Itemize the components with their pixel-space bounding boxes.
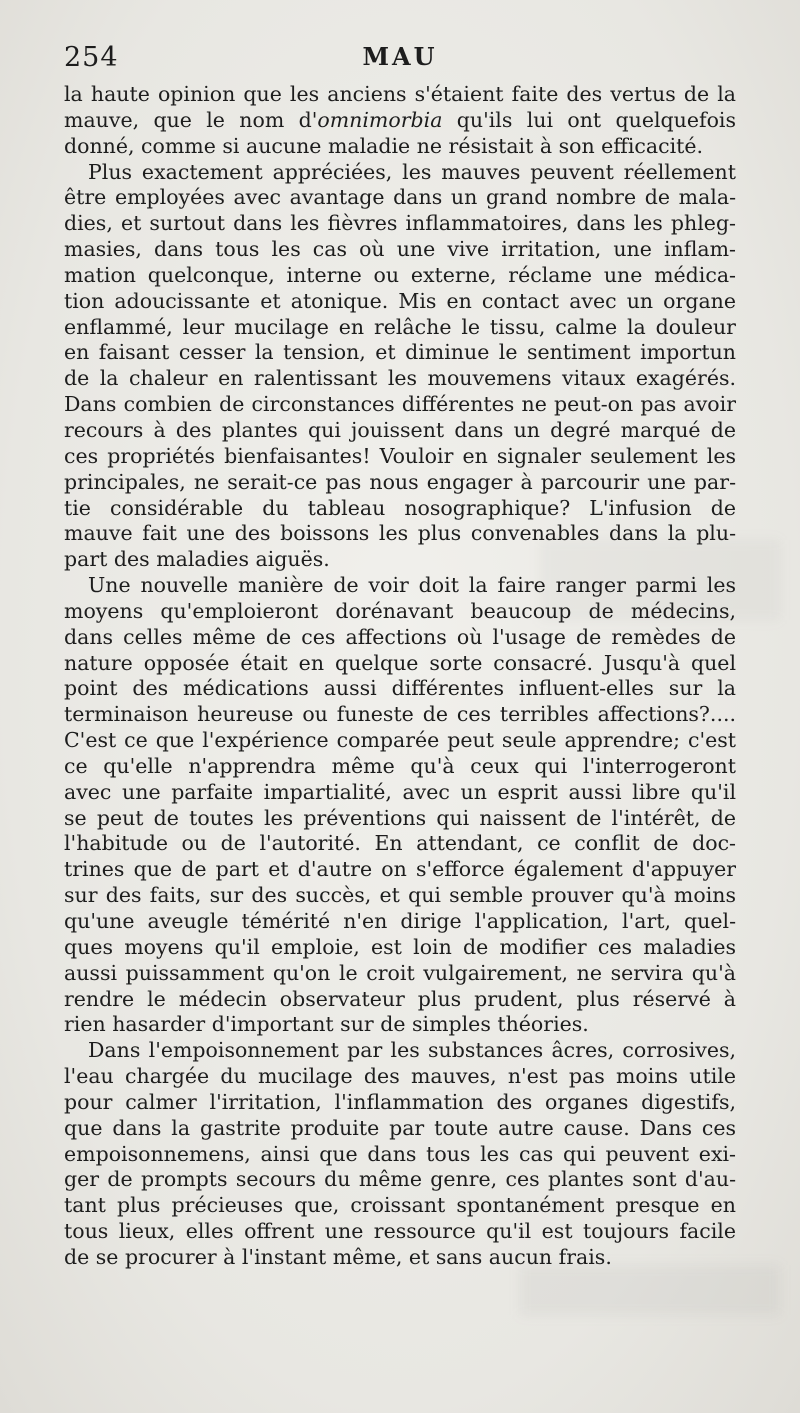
- text-line: ques moyens qu'il emploie, est loin de modifier ces maladies: [64, 934, 736, 959]
- text-line: sur des faits, sur des succès, et qui semble prouver qu'à moins: [64, 883, 736, 908]
- page-header: [64, 42, 736, 82]
- text-line: empoisonnemens, ainsi que dans tous les cas qui peuvent exi-: [64, 1141, 736, 1166]
- text-line: rendre le médecin observateur plus prudent, plus réservé à: [64, 986, 736, 1011]
- body-text: [64, 82, 736, 1271]
- text-line: ger de prompts secours du même genre, ces plantes sont d'au-: [64, 1167, 736, 1192]
- text-line: terminaison heureuse ou funeste de ces terribles affections?....: [64, 702, 736, 727]
- text-line: tie considérable du tableau nosographique? L'infusion de: [64, 495, 736, 520]
- text-line: trines que de part et d'autre on s'efforce également d'appuyer: [64, 857, 736, 882]
- text-line: nature opposée était en quelque sorte consacré. Jusqu'à quel: [64, 650, 736, 675]
- show-through-shadow-bottom: [520, 1265, 780, 1315]
- text-line: avec une parfaite impartialité, avec un esprit aussi libre qu'il: [64, 779, 736, 804]
- page-number: 254: [64, 42, 119, 73]
- text-line: ces propriétés bienfaisantes! Vouloir en signaler seulement les: [64, 443, 736, 468]
- text-line: de la chaleur en ralentissant les mouvemens vitaux exagérés.: [64, 366, 736, 391]
- running-head: MAU: [362, 42, 438, 71]
- text-line: mauve, que le nom d'omnimorbia qu'ils lui ont quelquefois: [64, 107, 736, 132]
- text-line: dies, et surtout dans les fièvres inflammatoires, dans les phleg-: [64, 211, 736, 236]
- text-line: se peut de toutes les préventions qui naissent de l'intérêt, de: [64, 805, 736, 830]
- paragraph-start: Plus exactement appréciées, les mauves peuvent réellement: [88, 159, 736, 184]
- text-line: la haute opinion que les anciens s'étaient faite des vertus de la: [64, 82, 736, 106]
- text-line: rien hasarder d'important sur de simples théories.: [64, 1012, 589, 1037]
- text-line: pour calmer l'irritation, l'inflammation des organes digestifs,: [64, 1089, 736, 1114]
- text-line: recours à des plantes qui jouissent dans un degré marqué de: [64, 417, 736, 442]
- text-line: tous lieux, elles offrent une ressource qu'il est toujours facile: [64, 1219, 736, 1244]
- text-line: masies, dans tous les cas où une vive irritation, une inflam-: [64, 237, 736, 262]
- text-line: mauve fait une des boissons les plus convenables dans la plu-: [64, 521, 736, 546]
- text-line: aussi puissamment qu'on le croit vulgairement, ne servira qu'à: [64, 960, 736, 985]
- paragraph-start: Dans l'empoisonnement par les substances âcres, corrosives,: [88, 1038, 736, 1063]
- text-line: point des médications aussi différentes influent-elles sur la: [64, 676, 736, 701]
- text-line: que dans la gastrite produite par toute autre cause. Dans ces: [64, 1115, 736, 1140]
- text-line: moyens qu'emploieront dorénavant beaucoup de médecins,: [64, 598, 736, 623]
- text-line: l'habitude ou de l'autorité. En attendant, ce conflit de doc-: [64, 831, 736, 856]
- text-line: part des maladies aiguës.: [64, 547, 330, 572]
- text-line: tion adoucissante et atonique. Mis en contact avec un organe: [64, 288, 736, 313]
- text-line: donné, comme si aucune maladie ne résistait à son efficacité.: [64, 133, 704, 158]
- text-line: mation quelconque, interne ou externe, réclame une médica-: [64, 262, 736, 287]
- text-line: être employées avec avantage dans un grand nombre de mala-: [64, 185, 736, 210]
- text-line: enflammé, leur mucilage en relâche le tissu, calme la douleur: [64, 314, 736, 339]
- text-line: C'est ce que l'expérience comparée peut seule apprendre; c'est: [64, 728, 736, 753]
- text-line: en faisant cesser la tension, et diminue le sentiment importun: [64, 340, 736, 365]
- text-line: Dans combien de circonstances différentes ne peut-on pas avoir: [64, 392, 736, 417]
- text-line: principales, ne serait-ce pas nous engager à parcourir une par-: [64, 469, 736, 494]
- text-line: tant plus précieuses que, croissant spontanément presque en: [64, 1193, 736, 1218]
- text-line: dans celles même de ces affections où l'usage de remèdes de: [64, 624, 736, 649]
- text-line: ce qu'elle n'apprendra même qu'à ceux qui l'interrogeront: [64, 753, 736, 778]
- text-line: l'eau chargée du mucilage des mauves, n'est pas moins utile: [64, 1064, 736, 1089]
- paragraph-start: Une nouvelle manière de voir doit la faire ranger parmi les: [88, 573, 736, 598]
- italic-term: omnimorbia: [317, 107, 443, 132]
- text-line: qu'une aveugle témérité n'en dirige l'application, l'art, quel-: [64, 909, 736, 933]
- text-line: de se procurer à l'instant même, et sans aucun frais.: [64, 1244, 612, 1269]
